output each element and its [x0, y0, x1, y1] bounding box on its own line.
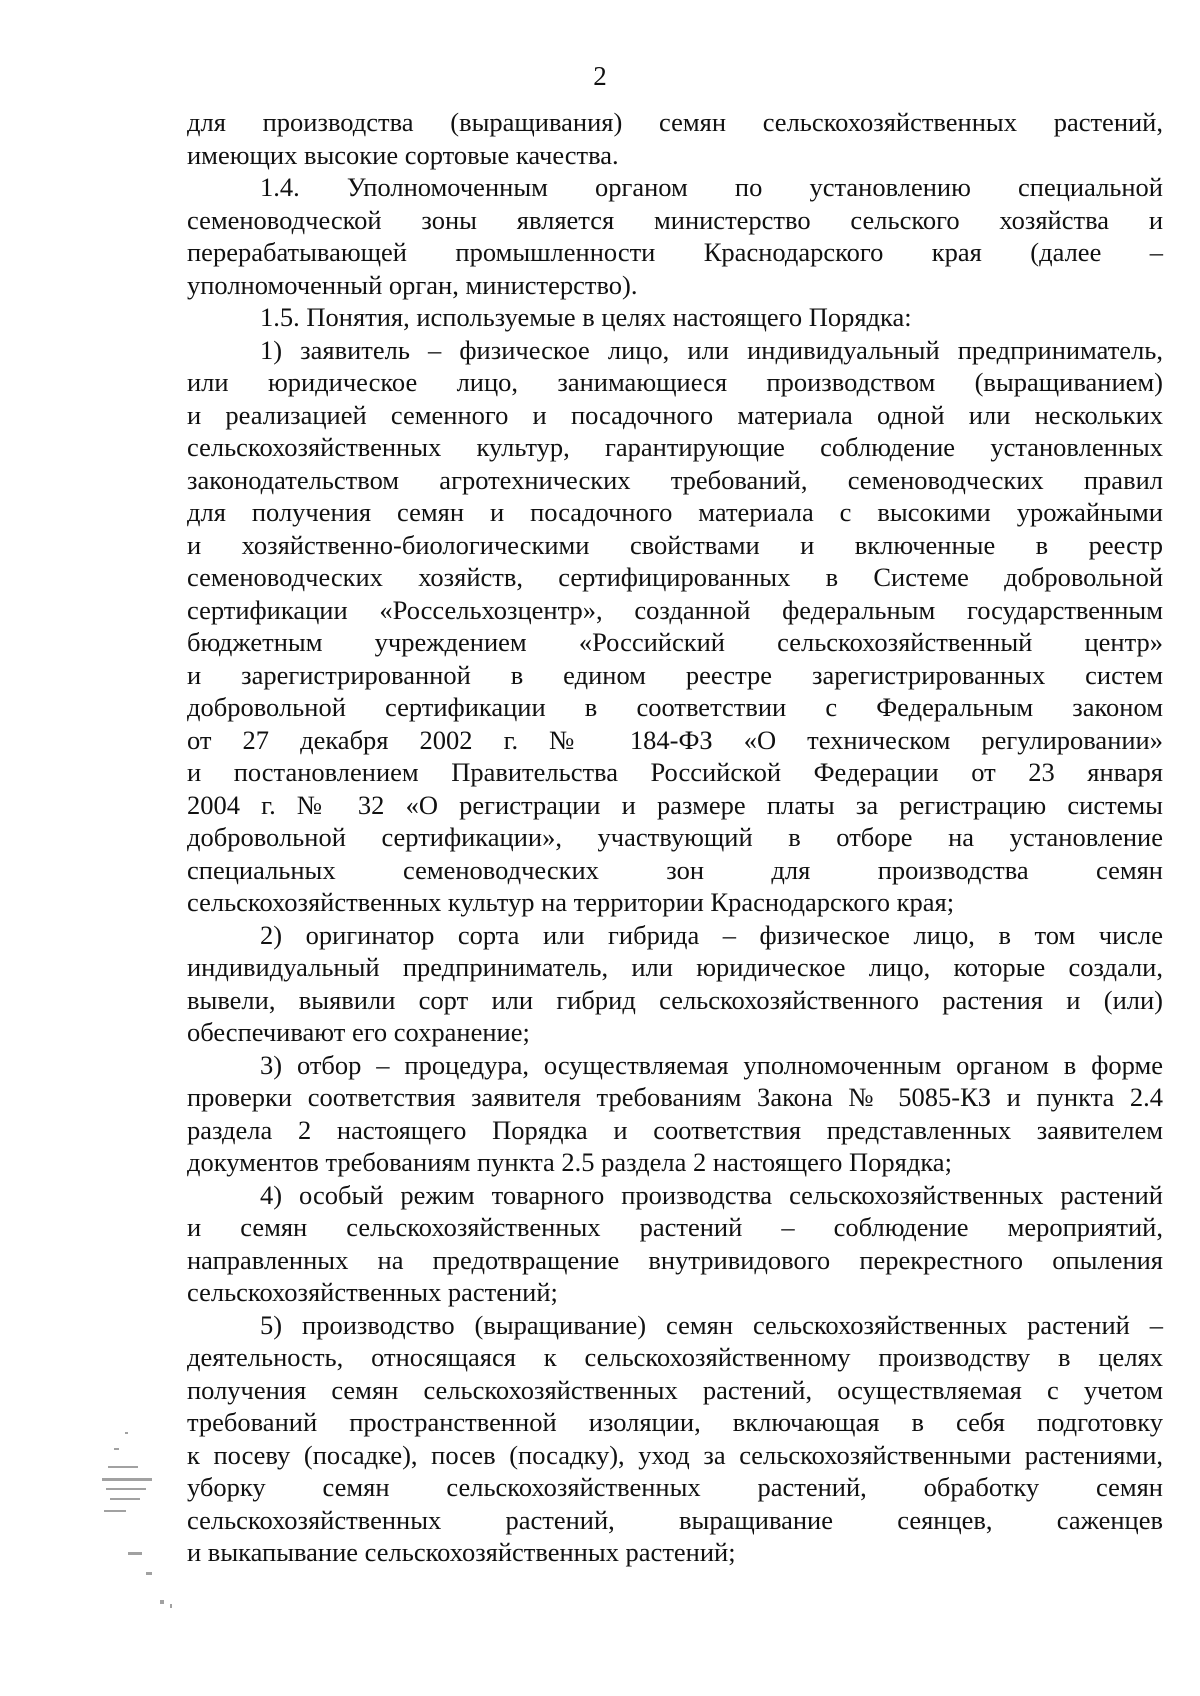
text-line: направленных на предотвращение внутривидового перекрестного опыления — [187, 1244, 1163, 1275]
text-line: специальных семеноводческих зон для производства семян — [187, 854, 1163, 885]
text-line: или юридическое лицо, занимающиеся производством (выращиванием) — [187, 367, 1163, 397]
text-line: к посеву (посадке), посев (посадку), уход за сельскохозяйственными растениями, — [187, 1439, 1163, 1470]
text-line: раздела 2 настоящего Порядка и соответствия представленных заявителем — [187, 1114, 1163, 1145]
text-line: и постановлением Правительства Российской Федерации от 23 января — [187, 757, 1163, 787]
text-line: 2004 г. № 32 «О регистрации и размере платы за регистрацию системы — [187, 789, 1163, 820]
text-line: деятельность, относящаяся к сельскохозяйственному производству в целях — [187, 1342, 1163, 1372]
text-line: бюджетным учреждением «Российский сельскохозяйственный центр» — [187, 627, 1163, 657]
text-line: требований пространственной изоляции, включающая в себя подготовку — [187, 1407, 1163, 1437]
text-line: имеющих высокие сортовые качества. — [187, 139, 619, 170]
text-line: сельскохозяйственных культур, гарантирующие соблюдение установленных — [187, 432, 1163, 462]
text-line: перерабатывающей промышленности Краснодарского края (далее – — [187, 237, 1163, 267]
text-line: от 27 декабря 2002 г. № 184-ФЗ «О техническом регулировании» — [187, 724, 1163, 755]
text-line: 1.4. Уполномоченным органом по установлению специальной — [260, 172, 1163, 202]
text-line: законодательством агротехнических требований, семеноводческих правил — [187, 464, 1163, 495]
text-line: уборку семян сельскохозяйственных растений, обработку семян — [187, 1472, 1163, 1502]
text-line: сельскохозяйственных растений, выращивание сеянцев, саженцев — [187, 1504, 1163, 1535]
text-line: для производства (выращивания) семян сельскохозяйственных растений, — [187, 107, 1163, 137]
text-line: обеспечивают его сохранение; — [187, 1017, 530, 1047]
text-line: и выкапывание сельскохозяйственных растений; — [187, 1537, 736, 1567]
text-line: добровольной сертификации в соответствии с Федеральным законом — [187, 692, 1163, 722]
text-line: семеноводческих хозяйств, сертифицированных в Системе добровольной — [187, 562, 1163, 592]
scan-noise — [100, 1430, 210, 1610]
text-line: проверки соответствия заявителя требованиям Закона № 5085-КЗ и пункта 2.4 — [187, 1082, 1163, 1112]
text-line: добровольной сертификации», участвующий в отборе на установление — [187, 822, 1163, 852]
text-line: уполномоченный орган, министерство). — [187, 269, 638, 300]
text-line: 2) оригинатор сорта или гибрида – физическое лицо, в том числе — [260, 919, 1163, 950]
document-body — [187, 106, 1163, 1569]
text-line: и зарегистрированной в едином реестре зарегистрированных систем — [187, 659, 1163, 690]
text-line: 4) особый режим товарного производства сельскохозяйственных растений — [260, 1179, 1163, 1210]
text-line: 1.5. Понятия, используемые в целях настоящего Порядка: — [260, 302, 912, 332]
text-line: сертификации «Россельхозцентр», созданной федеральным государственным — [187, 594, 1163, 625]
text-line: сельскохозяйственных культур на территории Краснодарского края; — [187, 887, 955, 917]
text-line: получения семян сельскохозяйственных растений, осуществляемая с учетом — [187, 1374, 1163, 1405]
text-line: и семян сельскохозяйственных растений – соблюдение мероприятий, — [187, 1212, 1163, 1242]
text-line: семеноводческой зоны является министерство сельского хозяйства и — [187, 204, 1163, 235]
text-line: для получения семян и посадочного материала с высокими урожайными — [187, 497, 1163, 527]
text-line: и реализацией семенного и посадочного материала одной или нескольких — [187, 399, 1163, 430]
page-number: 2 — [593, 61, 607, 91]
text-line: сельскохозяйственных растений; — [187, 1277, 558, 1307]
text-line: 3) отбор – процедура, осуществляемая уполномоченным органом в форме — [260, 1049, 1163, 1080]
text-line: индивидуальный предприниматель, или юридическое лицо, которые создали, — [187, 952, 1163, 982]
text-line: документов требованиям пункта 2.5 раздела 2 настоящего Порядка; — [187, 1147, 952, 1177]
text-line: вывели, выявили сорт или гибрид сельскохозяйственного растения и (или) — [187, 984, 1163, 1015]
text-line: 5) производство (выращивание) семян сельскохозяйственных растений – — [260, 1309, 1163, 1340]
text-line: 1) заявитель – физическое лицо, или индивидуальный предприниматель, — [260, 334, 1163, 365]
text-line: и хозяйственно-биологическими свойствами и включенные в реестр — [187, 529, 1163, 560]
